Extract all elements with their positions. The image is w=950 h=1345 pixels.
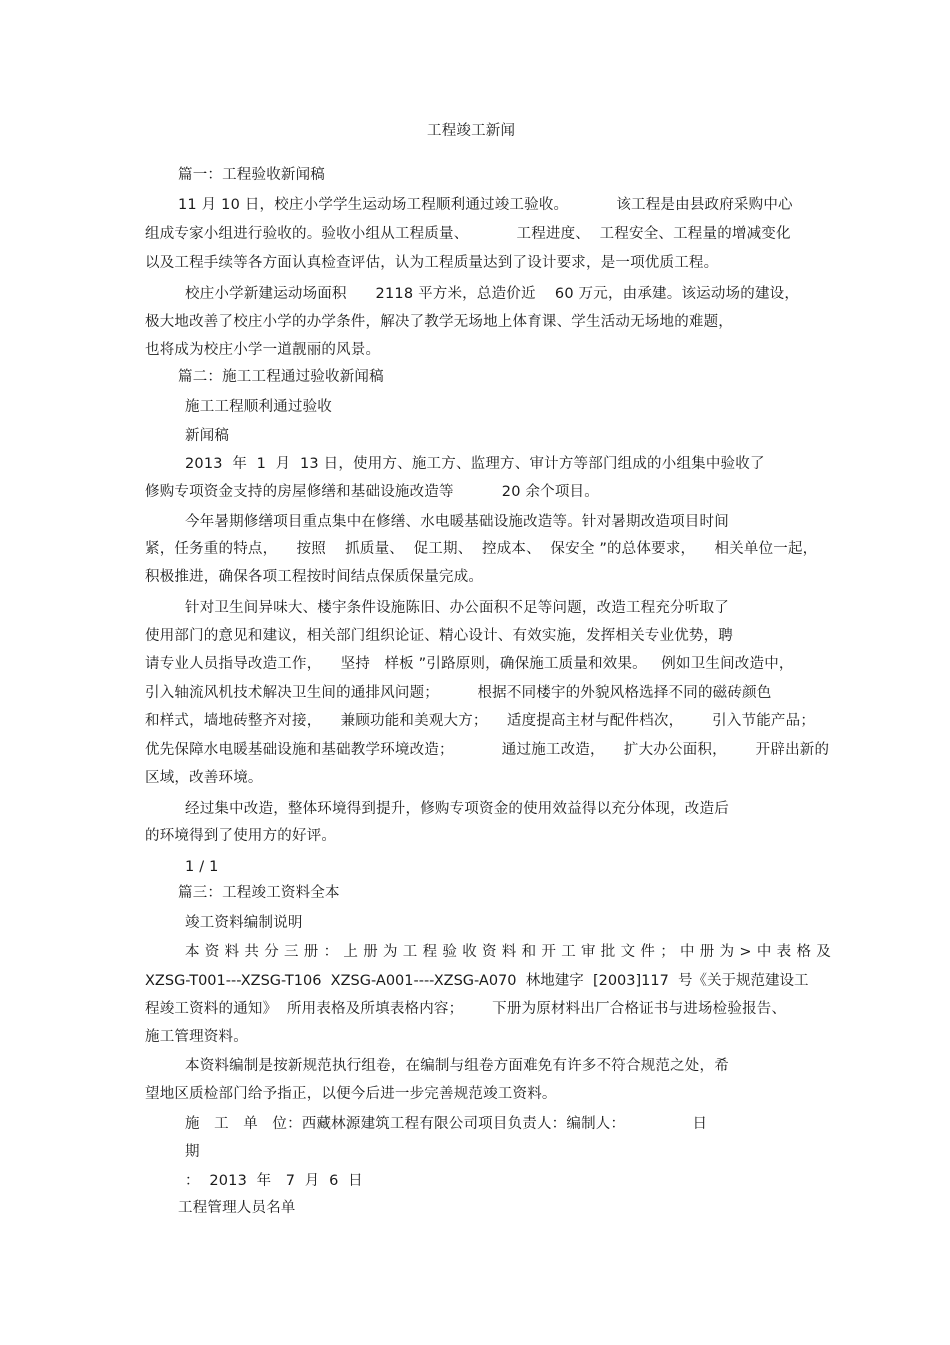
paragraph-line: 本资料共分三册：上册为工程验收资料和开工审批文件；中册为>中表格及 [185,944,837,960]
paragraph-line: 请专业人员指导改造工作， 坚持 样板 ”引路原则，确保施工质量和效果。 例如卫生间改造中， [145,656,794,672]
paragraph-line: 优先保障水电暖基础设施和基础教学环境改造； 通过施工改造， 扩大办公面积， 开辟出新的 [145,742,830,758]
paragraph-line: 以及工程手续等各方面认真检查评估，认为工程质量达到了设计要求，是一项优质工程。 [145,255,719,271]
signature-line: 施 工 单 位：西藏林源建筑工程有限公司项目负责人：编制人： 日 [185,1116,708,1132]
paragraph-line: 施工管理资料。 [145,1029,248,1045]
paragraph-line: 今年暑期修缮项目重点集中在修缮、水电暖基础设施改造等。针对暑期改造项目时间 [185,514,729,530]
subheading: 新闻稿 [185,428,230,444]
paragraph-line: 校庄小学新建运动场面积 2118 平方米，总造价近 60 万元，由承建。该运动场的建设， [185,286,800,302]
paragraph-line: 区域，改善环境。 [145,770,263,786]
paragraph-line: 修购专项资金支持的房屋修缮和基础设施改造等 20 余个项目。 [145,484,599,500]
section-heading-4: 工程管理人员名单 [178,1200,296,1216]
date-line: ： 2013 年 7 月 6 日 [185,1173,363,1189]
paragraph-line: 针对卫生间异味大、楼宇条件设施陈旧、办公面积不足等问题，改造工程充分听取了 [185,600,729,616]
document-title: 工程竣工新闻 [427,123,516,139]
paragraph-line: 11 月 10 日，校庄小学学生运动场工程顺利通过竣工验收。 该工程是由县政府采购中心 [178,197,793,213]
paragraph-line: 积极推进，确保各项工程按时间结点保质保量完成。 [145,569,484,585]
section-heading-3: 篇三：工程竣工资料全本 [178,885,340,901]
paragraph-line: 也将成为校庄小学一道靓丽的风景。 [145,342,381,358]
paragraph-line: 本资料编制是按新规范执行组卷，在编制与组卷方面难免有许多不符合规范之处，希 [185,1058,729,1074]
subheading: 施工工程顺利通过验收 [185,399,332,415]
paragraph-line: 引入轴流风机技术解决卫生间的通排风问题； 根据不同楼宇的外貌风格选择不同的磁砖颜色 [145,685,772,701]
paragraph-line: 2013 年 1 月 13 日，使用方、施工方、监理方、审计方等部门组成的小组集中验收了 [185,456,765,472]
paragraph-line: 经过集中改造，整体环境得到提升，修购专项资金的使用效益得以充分体现，改造后 [185,801,729,817]
signature-line: 期 [185,1144,200,1160]
paragraph-line: 的环境得到了使用方的好评。 [145,828,337,844]
section-heading-2: 篇二：施工工程通过验收新闻稿 [178,369,384,385]
page-number: 1 / 1 [185,859,219,875]
paragraph-line: 望地区质检部门给予指正，以便今后进一步完善规范竣工资料。 [145,1086,557,1102]
paragraph-line: 使用部门的意见和建议，相关部门组织论证、精心设计、有效实施，发挥相关专业优势，聘 [145,628,733,644]
paragraph-line: XZSG-T001---XZSG-T106 XZSG-A001----XZSG-A070 林地建字 [2003]117 号《关于规范建设工 [145,973,809,989]
paragraph-line: 紧，任务重的特点， 按照 抓质量、 促工期、 控成本、 保安全 ”的总体要求， 相关单位一起， [145,541,818,557]
subheading: 竣工资料编制说明 [185,915,303,931]
paragraph-line: 和样式，墙地砖整齐对接， 兼顾功能和美观大方； 适度提高主材与配件档次， 引入节能产品； [145,713,816,729]
paragraph-line: 组成专家小组进行验收的。验收小组从工程质量、 工程进度、 工程安全、工程量的增减变化 [145,226,791,242]
section-heading-1: 篇一：工程验收新闻稿 [178,167,325,183]
paragraph-line: 程竣工资料的通知》 所用表格及所填表格内容； 下册为原材料出厂合格证书与进场检验报告、 [145,1001,787,1017]
paragraph-line: 极大地改善了校庄小学的办学条件，解决了教学无场地上体育课、学生活动无场地的难题， [145,314,733,330]
